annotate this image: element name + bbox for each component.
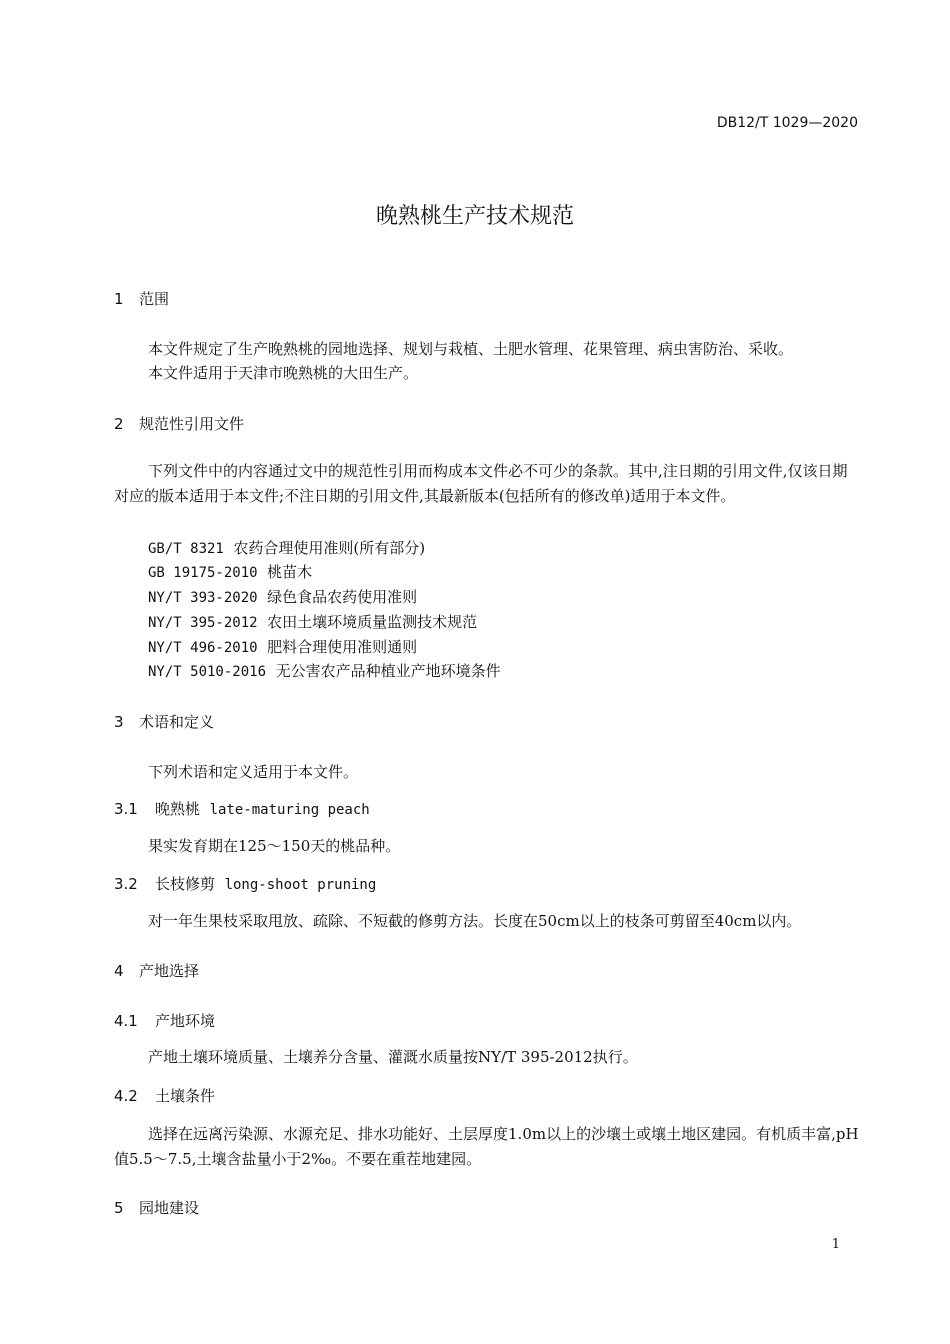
paragraph: 选择在远离污染源、水源充足、排水功能好、土层厚度1.0m以上的沙壤土或壤土地区建园。有机质丰富,pH值5.5～7.5,土壤含盐量小于2‰。不要在重茬地建园。 (114, 1125, 859, 1168)
reference-code: GB 19175-2010 (148, 565, 258, 581)
reference-item (148, 660, 501, 681)
term-3-1-heading (114, 798, 370, 819)
section-title: 规范性引用文件 (139, 415, 245, 433)
paragraph: 产地土壤环境质量、土壤养分含量、灌溉水质量按NY/T 395-2012执行。 (148, 1048, 638, 1066)
term-title: 长枝修剪 (155, 875, 216, 893)
reference-name: 肥料合理使用准则通则 (267, 638, 418, 656)
subsection-number: 4.1 (114, 1012, 138, 1030)
page-title: 晚熟桃生产技术规范 (375, 204, 574, 229)
reference-name: 农药合理使用准则(所有部分) (233, 539, 426, 557)
reference-name: 桃苗木 (267, 563, 313, 581)
paragraph: 下列文件中的内容通过文中的规范性引用而构成本文件必不可少的条款。其中,注日期的引用文件,仅该日期对应的版本适用于本文件;不注日期的引用文件,其最新版本(包括所有的修改单)适用于本文件。 (114, 462, 848, 505)
reference-name: 无公害农产品种植业产地环境条件 (275, 662, 501, 680)
reference-item (148, 537, 425, 558)
section-number: 4 (114, 962, 124, 980)
reference-code: NY/T 393-2020 (148, 590, 258, 606)
document-code: DB12/T 1029—2020 (716, 115, 858, 131)
reference-code: NY/T 496-2010 (148, 640, 258, 656)
term-english: long-shoot pruning (224, 877, 377, 893)
paragraph: 本文件适用于天津市晚熟桃的大田生产。 (148, 364, 419, 382)
reference-item (148, 586, 417, 607)
term-english: late-maturing peach (209, 802, 370, 818)
subsection-number: 4.2 (114, 1087, 138, 1105)
section-1-heading (114, 288, 169, 309)
paragraph: 果实发育期在125～150天的桃品种。 (148, 837, 401, 855)
reference-item (148, 636, 417, 657)
subsection-4-1-heading (114, 1010, 215, 1031)
reference-code: NY/T 395-2012 (148, 615, 258, 631)
subsection-title: 土壤条件 (155, 1087, 216, 1105)
section-3-heading (114, 711, 214, 732)
term-title: 晚熟桃 (155, 800, 201, 818)
section-number: 5 (114, 1199, 124, 1217)
subsection-number: 3.1 (114, 800, 138, 818)
reference-code: GB/T 8321 (148, 541, 224, 557)
paragraph: 本文件规定了生产晚熟桃的园地选择、规划与栽植、土肥水管理、花果管理、病虫害防治、采收。 (148, 340, 794, 358)
paragraph: 对一年生果枝采取甩放、疏除、不短截的修剪方法。长度在50cm以上的枝条可剪留至40cm以内。 (148, 912, 802, 930)
section-number: 3 (114, 713, 124, 731)
section-title: 产地选择 (139, 962, 200, 980)
paragraph: 下列术语和定义适用于本文件。 (148, 763, 359, 781)
section-title: 范围 (139, 290, 170, 308)
section-number: 1 (114, 290, 124, 308)
subsection-title: 产地环境 (155, 1012, 216, 1030)
reference-item (148, 561, 312, 582)
section-title: 术语和定义 (139, 713, 215, 731)
section-2-heading (114, 413, 244, 434)
reference-name: 绿色食品农药使用准则 (267, 588, 418, 606)
reference-name: 农田土壤环境质量监测技术规范 (267, 613, 478, 631)
subsection-4-2-heading (114, 1085, 215, 1106)
section-number: 2 (114, 415, 124, 433)
reference-code: NY/T 5010-2016 (148, 664, 267, 680)
section-4-heading (114, 960, 199, 981)
reference-item (148, 611, 477, 632)
section-title: 园地建设 (139, 1199, 200, 1217)
subsection-number: 3.2 (114, 875, 138, 893)
page-number: 1 (831, 1237, 840, 1252)
term-3-2-heading (114, 873, 376, 894)
section-5-heading (114, 1197, 199, 1218)
